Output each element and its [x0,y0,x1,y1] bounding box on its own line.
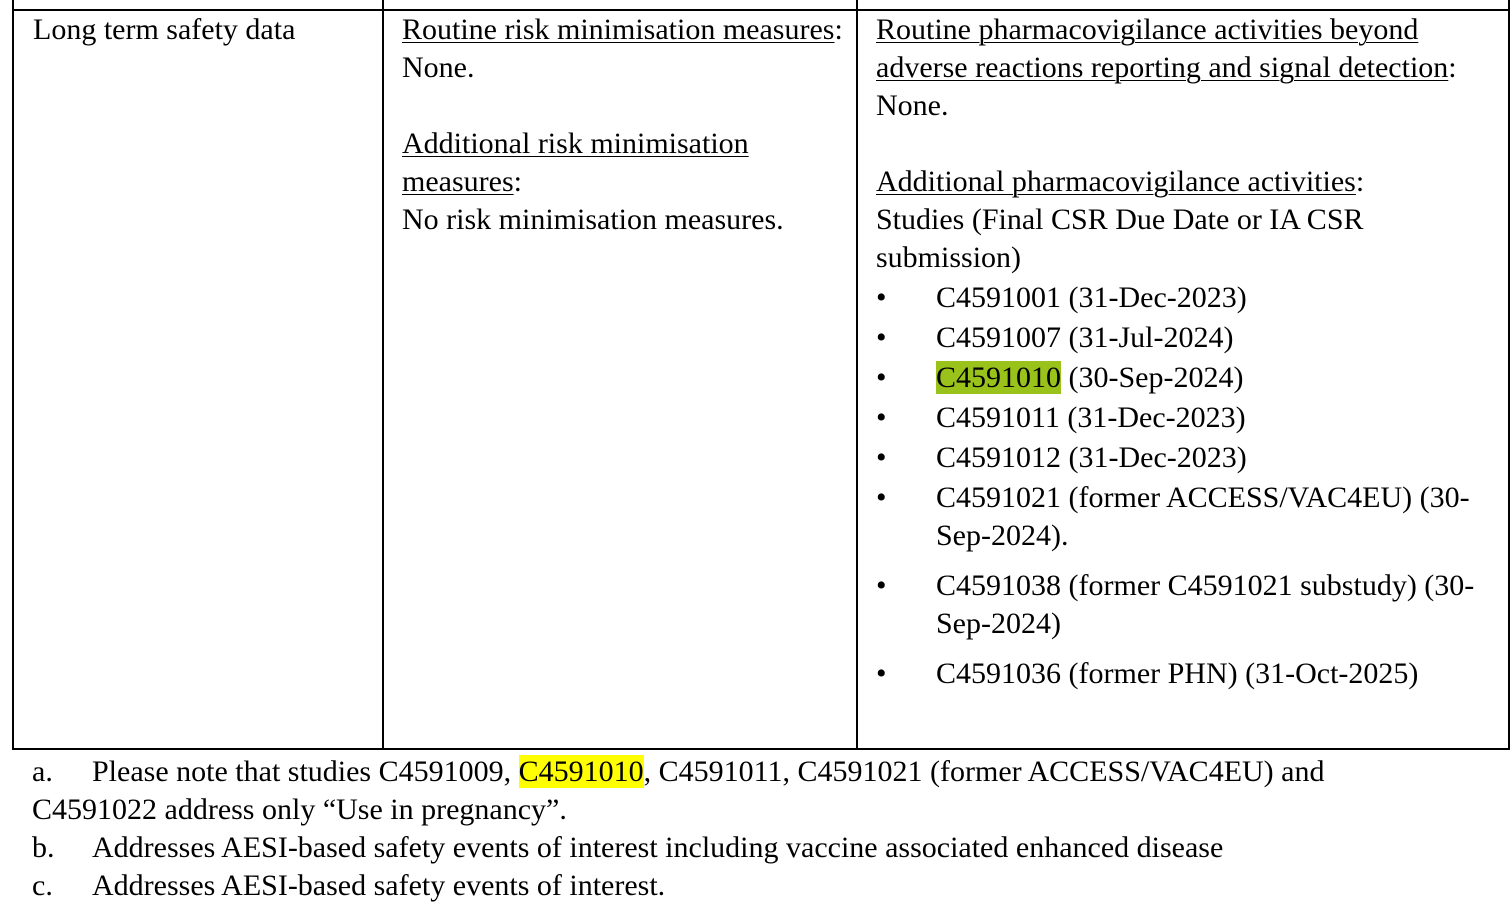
footnote-b [32,829,1502,867]
routine-pv-value: None. [876,89,949,122]
list-item [876,567,1496,643]
list-item [876,439,1496,477]
footnote-mark: a. [32,755,53,788]
bullet-icon: • [876,569,887,602]
study-detail: (30-Sep-2024) [1061,361,1244,394]
list-item [876,655,1496,693]
footnote-text: Addresses AESI-based safety events of interest. [92,869,666,902]
pharmacovigilance-cell [876,11,1496,693]
routine-rmm-heading: Routine risk minimisation measures [402,13,835,46]
footnote-a [32,753,1502,791]
bullet-icon: • [876,361,887,394]
studies-intro: Studies (Final CSR Due Date or IA CSR submission) [876,203,1364,274]
safety-table [12,0,1510,750]
bullet-icon: • [876,657,887,690]
routine-pv-block: Routine pharmacovigilance activities beyond adverse reactions reporting and signal detection: [876,13,1457,84]
study-detail: (former ACCESS/VAC4EU) (30-Sep-2024). [936,481,1470,552]
column-divider-1 [382,0,384,748]
footnote-a-line2: C4591022 address only “Use in pregnancy”. [32,793,567,826]
study-id: C4591007 [936,321,1062,354]
study-detail: (former PHN) (31-Oct-2025) [1061,657,1419,690]
bullet-icon: • [876,401,887,434]
additional-rmm-value: No risk minimisation measures. [402,203,784,236]
study-detail: (31-Dec-2023) [1061,281,1247,314]
study-id: C4591038 [936,569,1062,602]
study-id-highlighted: C4591010 [936,361,1062,394]
list-item [876,279,1496,317]
footnote-text: Addresses AESI-based safety events of interest including vaccine associated enhanced disease [92,831,1224,864]
additional-rmm-heading: Additional risk minimisation measures [402,127,749,198]
list-item [876,479,1496,555]
study-detail: (31-Jul-2024) [1061,321,1234,354]
footnotes [32,753,1502,905]
risk-label: Long term safety data [33,13,296,46]
footnote-c [32,867,1502,905]
study-id: C4591021 [936,481,1062,514]
additional-pv-block: Additional pharmacovigilance activities: [876,165,1365,198]
bullet-icon: • [876,321,887,354]
list-item [876,359,1496,397]
footnote-highlight: C4591010 [518,755,644,788]
study-detail: (former C4591021 substudy) (30-Sep-2024) [936,569,1475,640]
study-id: C4591036 [936,657,1062,690]
study-id: C4591001 [936,281,1062,314]
study-detail: (31-Dec-2023) [1061,441,1247,474]
study-detail: (31-Dec-2023) [1059,401,1246,434]
list-item [876,319,1496,357]
footnote-text: Please note that studies C4591009, [92,755,519,788]
study-id: C4591011 [936,401,1060,434]
study-id: C4591012 [936,441,1062,474]
additional-rmm-block: Additional risk minimisation measures: [402,127,749,198]
routine-pv-heading: Routine pharmacovigilance activities beyond adverse reactions reporting and signal detection [876,13,1449,84]
routine-rmm-value: None. [402,51,475,84]
footnote-text: , C4591011, C4591021 (former ACCESS/VAC4EU) and [643,755,1325,788]
bullet-icon: • [876,481,887,514]
footnote-mark: c. [32,869,53,902]
footnote-mark: b. [32,831,55,864]
bullet-icon: • [876,281,887,314]
list-item [876,399,1496,437]
additional-pv-heading: Additional pharmacovigilance activities [876,165,1356,198]
studies-list [876,279,1496,693]
bullet-icon: • [876,441,887,474]
routine-rmm-block: Routine risk minimisation measures: [402,13,843,46]
risk-minimisation-cell [402,11,857,239]
risk-cell [33,11,373,49]
